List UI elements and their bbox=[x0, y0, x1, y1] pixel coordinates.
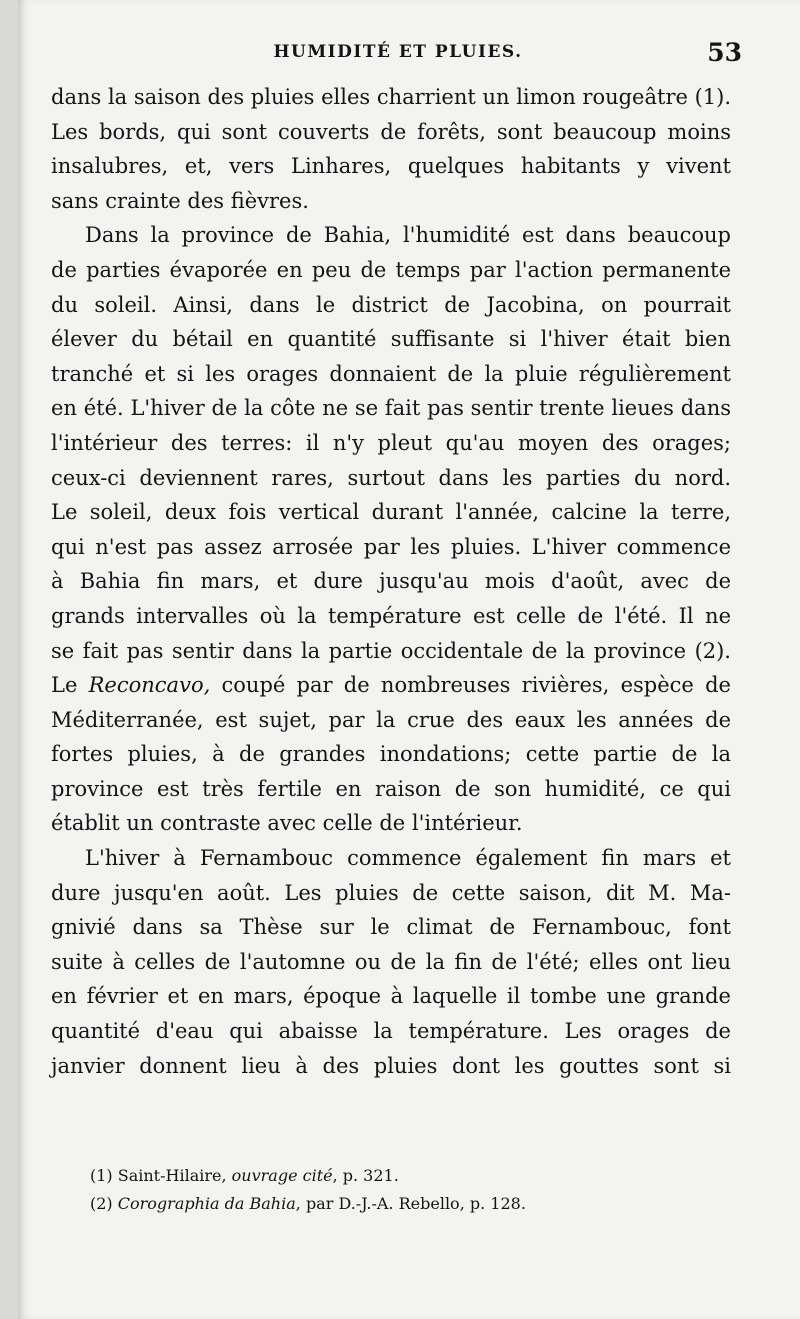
text-line: Méditerranée, est sujet, par la crue des eaux les années de bbox=[51, 707, 731, 732]
text-line: janvier donnent lieu à des pluies dont les gouttes sont si bbox=[51, 1053, 731, 1078]
text-line: fortes pluies, à de grandes inondations; cette partie de la bbox=[51, 742, 731, 767]
text-line: sans crainte des fièvres. bbox=[51, 188, 309, 213]
text-line: Le soleil, deux fois vertical durant l'année, calcine la terre, bbox=[51, 500, 731, 525]
text-line: tranché et si les orages donnaient de la pluie régulièrement bbox=[51, 361, 731, 386]
text-line: Les bords, qui sont couverts de forêts, sont beaucoup moins bbox=[51, 119, 731, 144]
page-header bbox=[58, 38, 742, 68]
footnotes bbox=[90, 1162, 730, 1218]
text-line: du soleil. Ainsi, dans le district de Jacobina, on pourrait bbox=[51, 292, 731, 317]
text-line: en été. L'hiver de la côte ne se fait pas sentir trente lieues dans bbox=[51, 396, 731, 421]
text-line: se fait pas sentir dans la partie occidentale de la province (2). bbox=[51, 638, 731, 663]
text-line: gnivié dans sa Thèse sur le climat de Fernambouc, font bbox=[51, 915, 731, 940]
text-line: à Bahia fin mars, et dure jusqu'au mois d'août, avec de bbox=[51, 569, 731, 594]
text-line: l'intérieur des terres: il n'y pleut qu'au moyen des orages; bbox=[51, 430, 731, 455]
text-line: province est très fertile en raison de son humidité, ce qui bbox=[51, 776, 731, 801]
page-number: 53 bbox=[707, 38, 742, 67]
text-line: dure jusqu'en août. Les pluies de cette saison, dit M. Ma- bbox=[51, 880, 731, 905]
text-line: établit un contraste avec celle de l'intérieur. bbox=[51, 811, 523, 836]
text-line: Dans la province de Bahia, l'humidité est dans beaucoup bbox=[85, 223, 731, 248]
text-line: dans la saison des pluies elles charrient un limon rougeâtre (1). bbox=[51, 85, 732, 109]
text-line: suite à celles de l'automne ou de la fin de l'été; elles ont lieu bbox=[51, 949, 731, 974]
text-line: élever du bétail en quantité suffisante si l'hiver était bien bbox=[51, 327, 731, 352]
text-line: grands intervalles où la température est celle de l'été. Il ne bbox=[51, 603, 731, 628]
text-line: insalubres, et, vers Linhares, quelques habitants y vivent bbox=[51, 154, 731, 179]
running-head: HUMIDITÉ ET PLUIES. bbox=[273, 42, 523, 62]
footnote: (2) Corographia da Bahia, par D.-J.-A. Rebello, p. 128. bbox=[90, 1194, 526, 1213]
text-line: en février et en mars, époque à laquelle il tombe une grande bbox=[51, 984, 731, 1009]
text-line: L'hiver à Fernambouc commence également fin mars et bbox=[85, 846, 731, 871]
text-line: qui n'est pas assez arrosée par les pluies. L'hiver commence bbox=[51, 534, 731, 559]
text-line: ceux-ci deviennent rares, surtout dans les parties du nord. bbox=[51, 465, 731, 490]
text-line: quantité d'eau qui abaisse la température. Les orages de bbox=[51, 1019, 731, 1044]
footnote: (1) Saint-Hilaire, ouvrage cité, p. 321. bbox=[90, 1166, 399, 1185]
book-page bbox=[18, 0, 800, 1319]
text-line: Le Reconcavo, coupé par de nombreuses rivières, espèce de bbox=[51, 673, 731, 698]
text-line: de parties évaporée en peu de temps par l'action permanente bbox=[51, 257, 731, 282]
body-text bbox=[51, 80, 731, 1083]
